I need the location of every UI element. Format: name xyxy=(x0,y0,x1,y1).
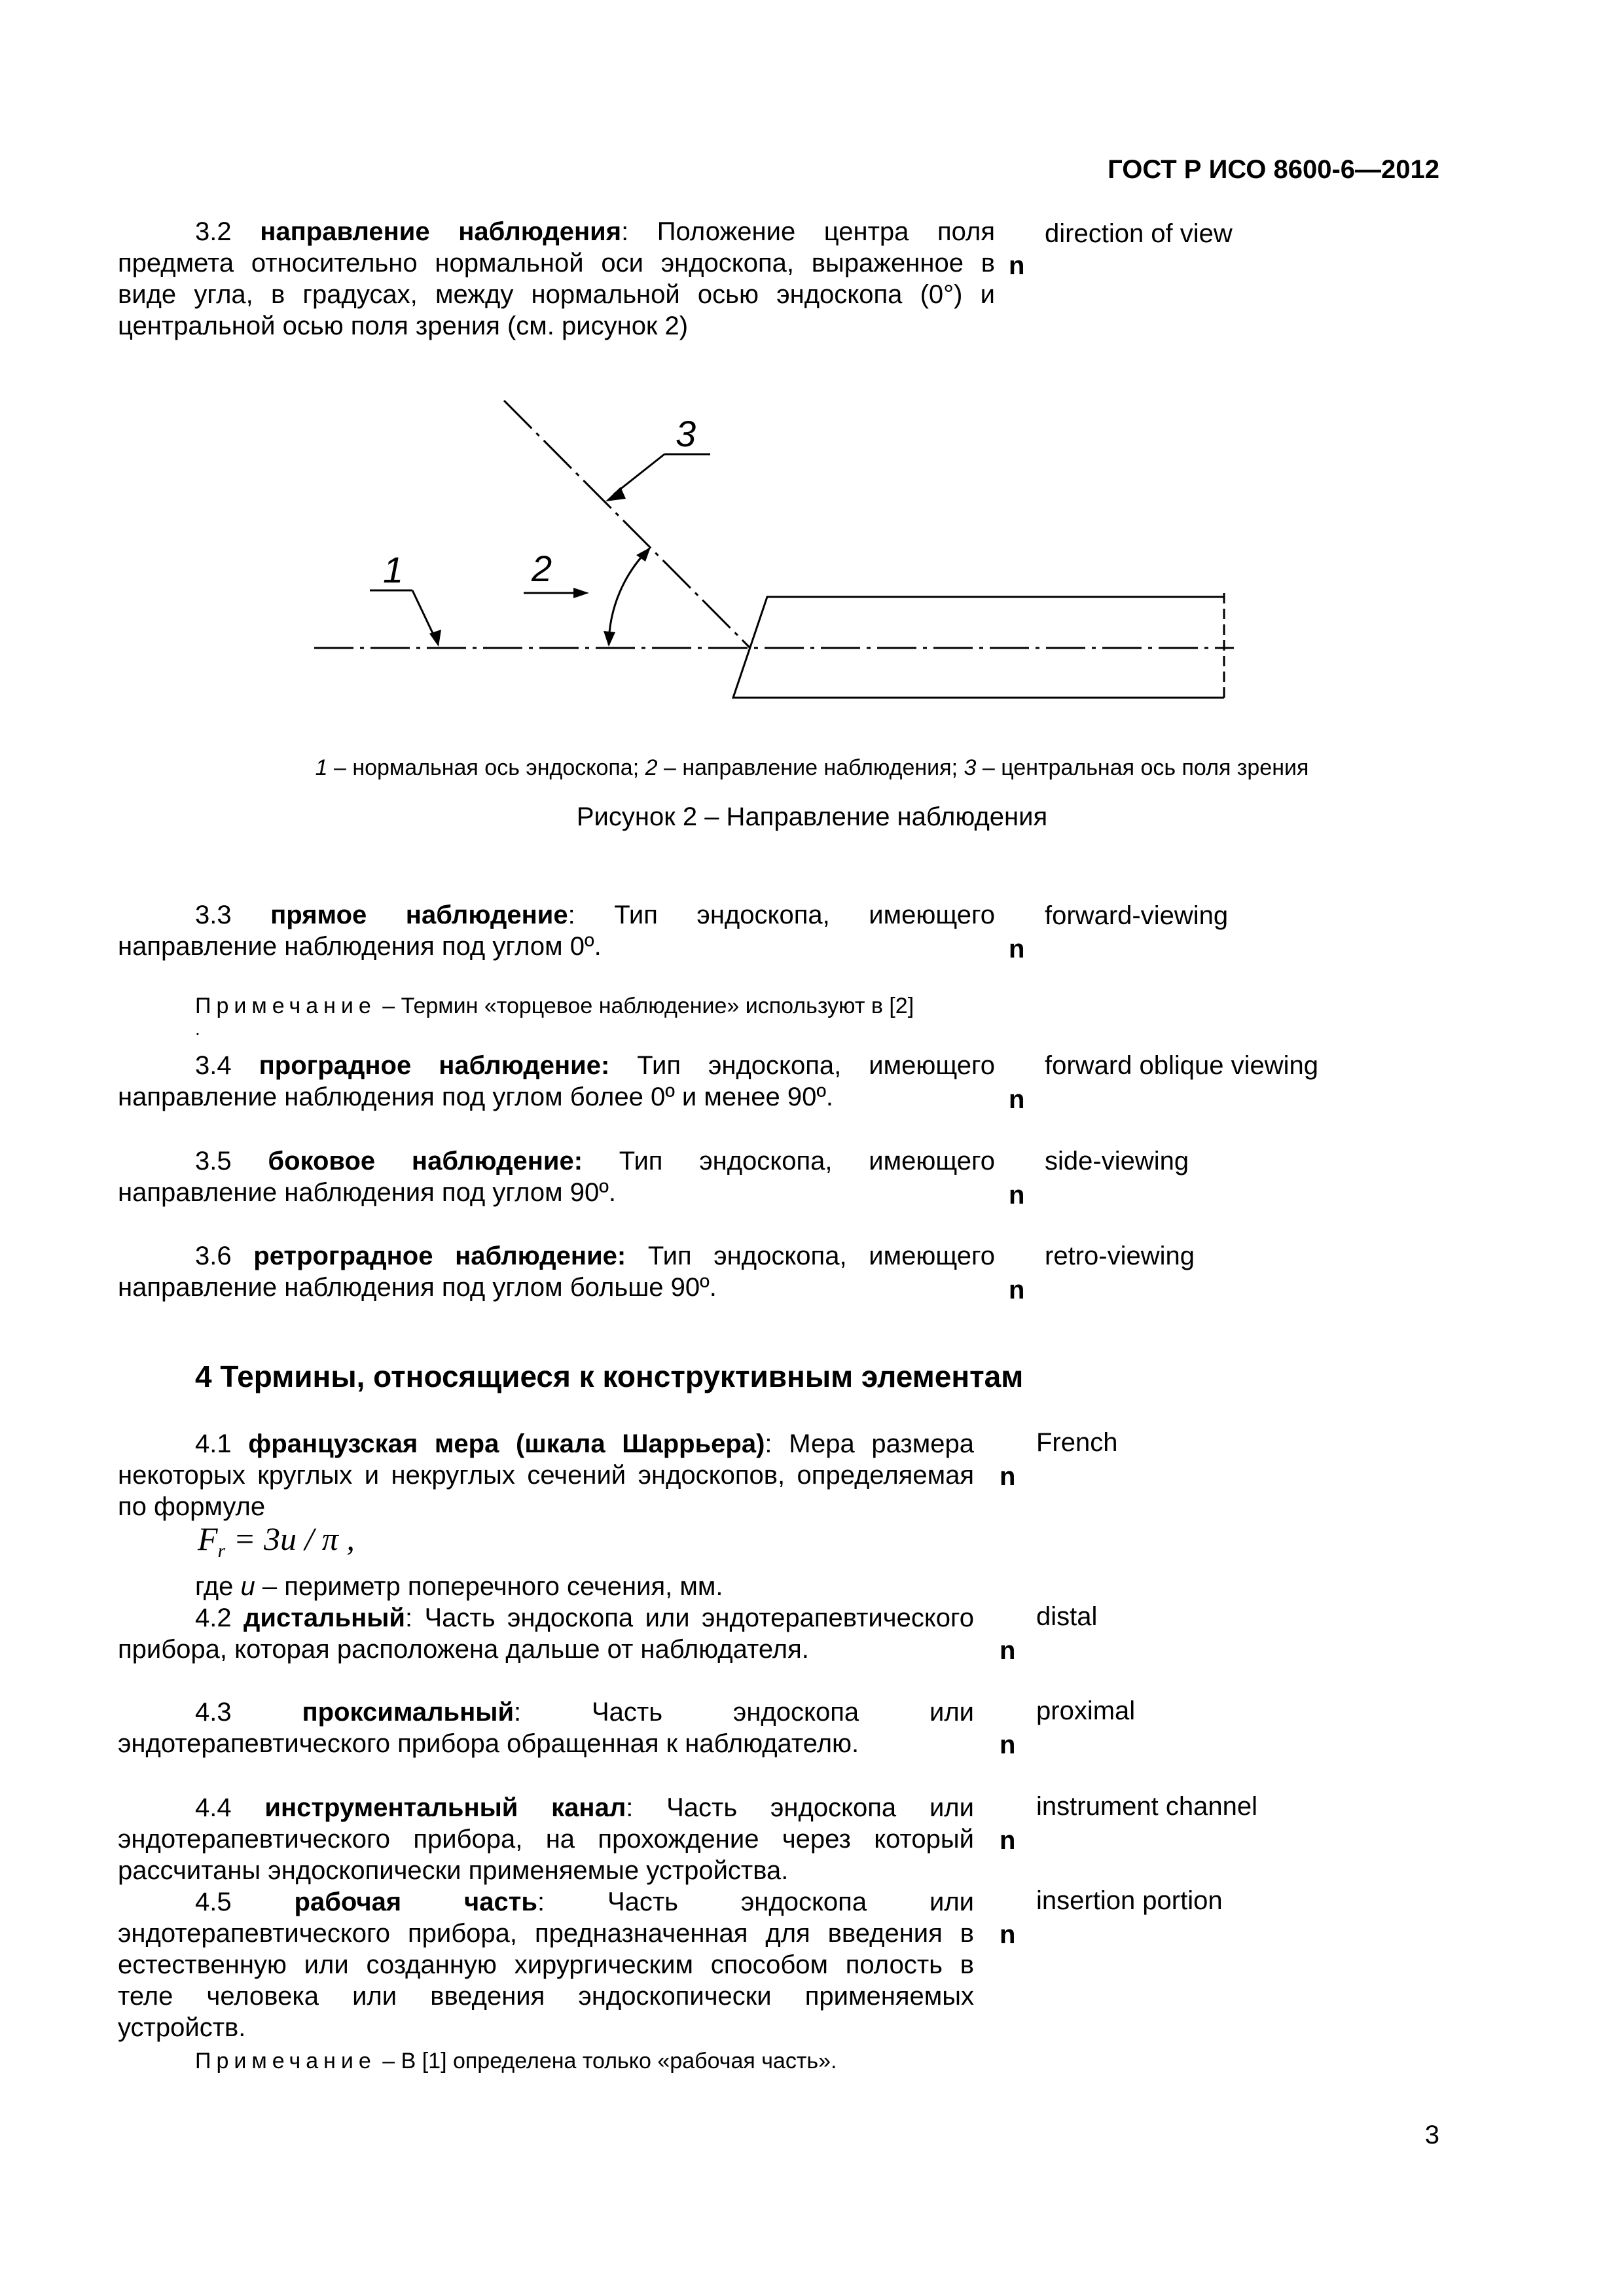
entry-definition: : Часть эндоскопа или эндотерапевтического прибора, которая расположена дальше от наблюдателя. xyxy=(118,1604,974,1664)
standard-header: ГОСТ Р ИСО 8600-6—2012 xyxy=(1108,155,1439,184)
entry-number: 4.3 xyxy=(195,1698,232,1727)
entry-number: 3.6 xyxy=(195,1242,232,1270)
note-label: Примечание xyxy=(195,994,376,1018)
entry-term: прямое наблюдение xyxy=(270,901,568,929)
entry-definition: Тип эндоскопа, имеющего направление наблюдения под углом больше 90º. xyxy=(118,1242,995,1302)
english-term: proximal xyxy=(1036,1696,1136,1725)
legend-num: 2 xyxy=(645,755,658,780)
entry-term: проградное наблюдение: xyxy=(259,1051,610,1080)
angle-arc xyxy=(609,548,649,645)
formula-rhs: = 3u / π , xyxy=(225,1520,355,1557)
note-dot: . xyxy=(195,1018,200,1039)
central-axis-line xyxy=(504,401,750,648)
label-3-leader xyxy=(614,454,664,494)
english-term: retro-viewing xyxy=(1045,1242,1195,1270)
entry-3-3 xyxy=(118,899,995,962)
entry-definition: : Часть эндоскопа или эндотерапевтического прибора, предназначенная для введения в естественную или созданную хирургическим способом полость в теле человека или введения эндоскопически применяемых устройств. xyxy=(118,1888,975,2042)
entry-definition: : Часть эндоскопа или эндотерапевтического прибора обращенная к наблюдателю. xyxy=(118,1698,974,1758)
section-title: 4 Термины, относящиеся к конструктивным элементам xyxy=(195,1359,1024,1393)
label-2-arrowhead xyxy=(573,588,589,598)
entry-definition: : Мера размера некоторых круглых и некруглых сечений эндоскопов, определяемая по формуле xyxy=(118,1429,974,1521)
entry-definition: : Часть эндоскопа или эндотерапевтического прибора, на прохождение через который рассчитаны эндоскопически применяемые устройства. xyxy=(118,1793,974,1885)
note-4-5 xyxy=(195,2049,837,2074)
english-term: forward oblique viewing xyxy=(1045,1051,1319,1080)
english-term: distal xyxy=(1036,1602,1098,1631)
entry-term: рабочая часть xyxy=(294,1888,537,1916)
entry-marker: n xyxy=(1009,935,1025,963)
entry-term: направление наблюдения xyxy=(260,217,622,246)
entry-3-4 xyxy=(118,1050,995,1113)
figure-label-3: 3 xyxy=(676,413,696,454)
entry-term: инструментальный канал xyxy=(264,1793,626,1822)
entry-3-5 xyxy=(118,1145,995,1208)
where-post: – периметр поперечного сечения, мм. xyxy=(255,1572,723,1601)
english-term: insertion portion xyxy=(1036,1886,1223,1915)
entry-definition: : Положение центра поля предмета относительно нормальной оси эндоскопа, выраженное в виде угла, в градусах, между нормальной осью эндоскопа (0°) и центральной осью поля зрения (см. рисунок 2) xyxy=(118,217,995,340)
entry-number: 3.2 xyxy=(195,217,232,246)
entry-term: боковое наблюдение: xyxy=(268,1147,583,1175)
formula-lhs: F xyxy=(198,1520,218,1557)
entry-marker: n xyxy=(1009,1181,1025,1210)
entry-number: 4.1 xyxy=(195,1429,232,1458)
figure-label-2: 2 xyxy=(532,548,552,589)
entry-number: 4.2 xyxy=(195,1604,232,1632)
entry-3-6 xyxy=(118,1240,995,1303)
entry-marker: n xyxy=(1000,1462,1016,1491)
formula-subscript: r xyxy=(217,1540,226,1562)
entry-number: 3.3 xyxy=(195,901,232,929)
entry-4-3 xyxy=(118,1696,974,1759)
english-term: instrument channel xyxy=(1036,1792,1257,1821)
entry-marker: n xyxy=(1000,1826,1016,1855)
page-number: 3 xyxy=(1424,2121,1439,2149)
entry-marker: n xyxy=(1009,251,1025,280)
entry-marker: n xyxy=(1009,1085,1025,1114)
arc-arrowhead-bottom xyxy=(604,631,615,647)
entry-term: дистальный xyxy=(244,1604,405,1632)
entry-marker: n xyxy=(1009,1276,1025,1304)
entry-term: французская мера (шкала Шаррьера) xyxy=(248,1429,765,1458)
entry-marker: n xyxy=(1000,1920,1016,1949)
legend-text: – направление наблюдения; xyxy=(657,755,964,780)
legend-num: 3 xyxy=(964,755,977,780)
note-text: – В [1] определена только «рабочая часть». xyxy=(376,2049,837,2073)
figure-legend xyxy=(0,755,1624,781)
entry-4-5 xyxy=(118,1886,974,2043)
english-term: French xyxy=(1036,1428,1118,1457)
label-3-arrowhead xyxy=(605,487,626,501)
entry-definition: Тип эндоскопа, имеющего направление наблюдения под углом 90º. xyxy=(118,1147,995,1207)
english-term: direction of view xyxy=(1045,219,1233,248)
entry-number: 3.5 xyxy=(195,1147,232,1175)
legend-text: – центральная ось поля зрения xyxy=(976,755,1309,780)
where-var: u xyxy=(240,1572,255,1601)
english-term: forward-viewing xyxy=(1045,901,1229,930)
figure-label-1: 1 xyxy=(383,549,404,590)
entry-number: 4.5 xyxy=(195,1888,232,1916)
entry-definition: : Тип эндоскопа, имеющего направление наблюдения под углом 0º. xyxy=(118,901,996,961)
entry-definition: Тип эндоскопа, имеющего направление наблюдения под углом более 0º и менее 90º. xyxy=(118,1051,996,1111)
entry-number: 3.4 xyxy=(195,1051,232,1080)
direction-of-view-figure xyxy=(0,0,1624,753)
entry-marker: n xyxy=(1000,1636,1016,1665)
formula-where-line xyxy=(118,1571,974,1602)
entry-4-2 xyxy=(118,1602,974,1665)
where-pre: где xyxy=(195,1572,241,1601)
english-term: side-viewing xyxy=(1045,1147,1189,1175)
entry-4-4 xyxy=(118,1792,974,1886)
legend-num: 1 xyxy=(315,755,328,780)
note-label: Примечание xyxy=(195,2049,376,2073)
figure-caption: Рисунок 2 – Направление наблюдения xyxy=(576,802,1048,831)
entry-marker: n xyxy=(1000,1731,1016,1759)
entry-term: ретроградное наблюдение: xyxy=(253,1242,626,1270)
entry-4-1 xyxy=(118,1428,974,1522)
entry-number: 4.4 xyxy=(195,1793,232,1822)
french-gauge-formula xyxy=(198,1520,355,1562)
legend-text: – нормальная ось эндоскопа; xyxy=(327,755,645,780)
note-text: – Термин «торцевое наблюдение» используют в [2] xyxy=(376,994,914,1018)
note-3-3 xyxy=(195,994,914,1019)
entry-term: проксимальный xyxy=(302,1698,514,1727)
